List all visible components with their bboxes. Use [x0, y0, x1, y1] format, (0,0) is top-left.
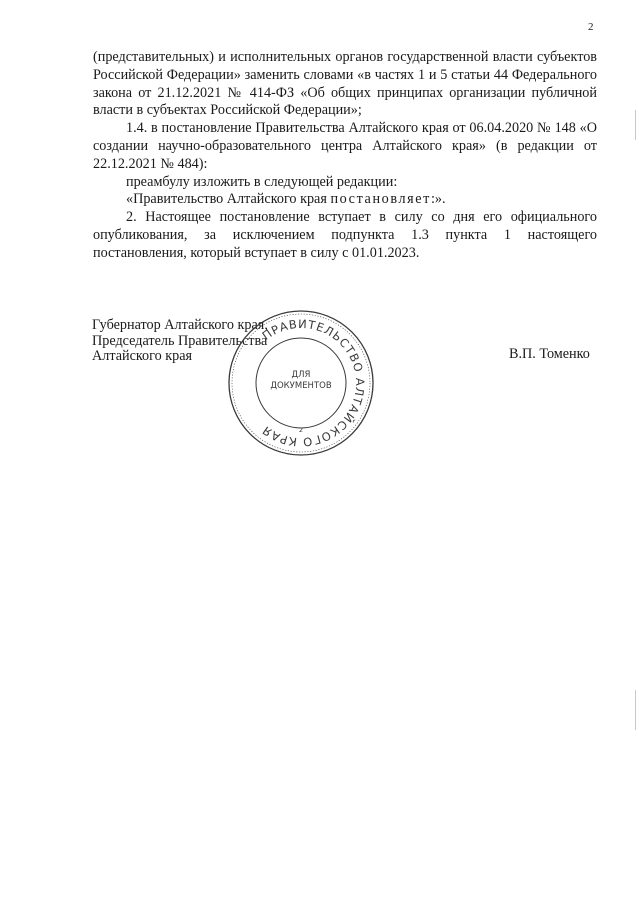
paragraph-continuation: (представительных) и исполнительных органов государственной власти субъектов Российской Федерации» заменить словами «в частях 1 и 5 статьи 44 Федерального закона от 21.12.2021 № 414-ФЗ «Об общих принципах организации публичной власти в субъектах Российской Федерации»; [93, 49, 597, 119]
paragraph-preamble-text [93, 191, 597, 209]
stamp-center-line-1: ДЛЯ [291, 370, 311, 380]
preamble-suffix: :». [430, 191, 446, 208]
official-stamp [226, 308, 376, 458]
document-body [93, 49, 597, 263]
stamp-seal-graphic [226, 308, 376, 458]
signatory-name: В.П. Томенко [509, 346, 590, 362]
preamble-spaced-word: постановляет [330, 191, 431, 208]
stamp-number: 2 [298, 426, 304, 434]
scan-edge-mark [635, 690, 636, 730]
preamble-prefix: «Правительство Алтайского края [126, 191, 331, 208]
signatory-title-line-1: Губернатор Алтайского края, [92, 317, 268, 333]
signatory-title-line-2: Председатель Правительства [92, 332, 268, 349]
scan-edge-mark [635, 110, 636, 140]
stamp-center-line-2: ДОКУМЕНТОВ [270, 381, 332, 391]
paragraph-item-1-4: 1.4. в постановление Правительства Алтайского края от 06.04.2020 № 148 «О создании научно-образовательного центра Алтайского края» (в редакции от 22.12.2021 № 484): [93, 120, 597, 172]
signatory-title-line-3: Алтайского края [92, 348, 193, 364]
page-number: 2 [588, 21, 594, 33]
stamp-ring-text-path: ПРАВИТЕЛЬСТВО АЛТАЙСКОГО КРАЯ [259, 316, 368, 450]
paragraph-preamble-instruction: преамбулу изложить в следующей редакции: [126, 173, 398, 190]
paragraph-item-2: 2. Настоящее постановление вступает в силу со дня его официального опубликования, за исключением подпункта 1.3 пункта 1 настоящего постановления, который вступает в силу с 01.01.2023. [93, 209, 597, 261]
